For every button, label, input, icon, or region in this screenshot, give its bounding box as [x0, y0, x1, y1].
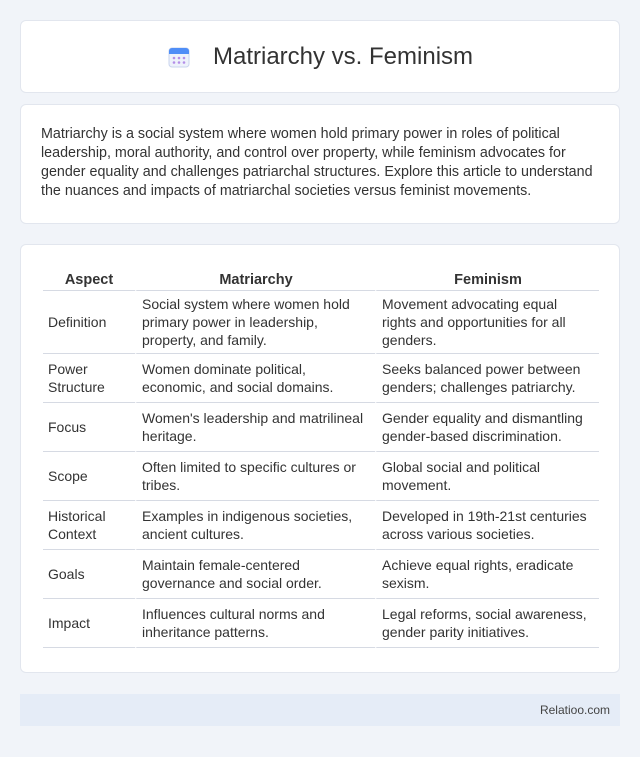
intro-paragraph: Matriarchy is a social system where women hold primary power in roles of political leadership, moral authority, and control over property, while feminism advocates for gender equality and challenges patriarchal structures. Explore this article to understand the nuances and impacts of matriarchal societies versus feminist movements.: [41, 126, 593, 199]
feminism-cell: Developed in 19th-21st centuries across various societies.: [375, 501, 599, 550]
footer: [20, 694, 620, 726]
aspect-cell: Focus: [43, 403, 135, 452]
matriarchy-cell: Maintain female-centered governance and social order.: [135, 550, 375, 599]
comparison-table-card: [20, 244, 620, 673]
matriarchy-cell: Examples in indigenous societies, ancient cultures.: [135, 501, 375, 550]
page-title: Matriarchy vs. Feminism: [212, 42, 474, 70]
header-card: [20, 20, 620, 93]
feminism-cell: Achieve equal rights, eradicate sexism.: [375, 550, 599, 599]
aspect-cell: Impact: [43, 599, 135, 648]
feminism-cell: Seeks balanced power between genders; challenges patriarchy.: [375, 354, 599, 403]
aspect-cell: Power Structure: [43, 354, 135, 403]
table-row: [43, 291, 599, 354]
table-row: [43, 550, 599, 599]
table-row: [43, 354, 599, 403]
table-row: [43, 501, 599, 550]
table-header-row: [43, 265, 599, 291]
header-inner: [167, 43, 473, 71]
table-row: [43, 403, 599, 452]
matriarchy-cell: Social system where women hold primary power in leadership, property, and family.: [135, 291, 375, 354]
table-row: [43, 599, 599, 648]
comparison-table: [43, 265, 599, 648]
feminism-cell: Global social and political movement.: [375, 452, 599, 501]
feminism-cell: Gender equality and dismantling gender-based discrimination.: [375, 403, 599, 452]
feminism-cell: Movement advocating equal rights and opportunities for all genders.: [375, 291, 599, 354]
aspect-cell: Definition: [43, 291, 135, 354]
column-header-aspect: Aspect: [43, 265, 135, 291]
footer-brand: Relatioo.com: [539, 703, 610, 717]
table-row: [43, 452, 599, 501]
matriarchy-cell: Influences cultural norms and inheritance patterns.: [135, 599, 375, 648]
aspect-cell: Scope: [43, 452, 135, 501]
matriarchy-cell: Often limited to specific cultures or tribes.: [135, 452, 375, 501]
aspect-cell: Goals: [43, 550, 135, 599]
feminism-cell: Legal reforms, social awareness, gender parity initiatives.: [375, 599, 599, 648]
aspect-cell: Historical Context: [43, 501, 135, 550]
calendar-icon: [167, 45, 191, 69]
matriarchy-cell: Women's leadership and matrilineal heritage.: [135, 403, 375, 452]
intro-card: [20, 104, 620, 224]
matriarchy-cell: Women dominate political, economic, and social domains.: [135, 354, 375, 403]
column-header-feminism: Feminism: [375, 265, 599, 291]
column-header-matriarchy: Matriarchy: [135, 265, 375, 291]
